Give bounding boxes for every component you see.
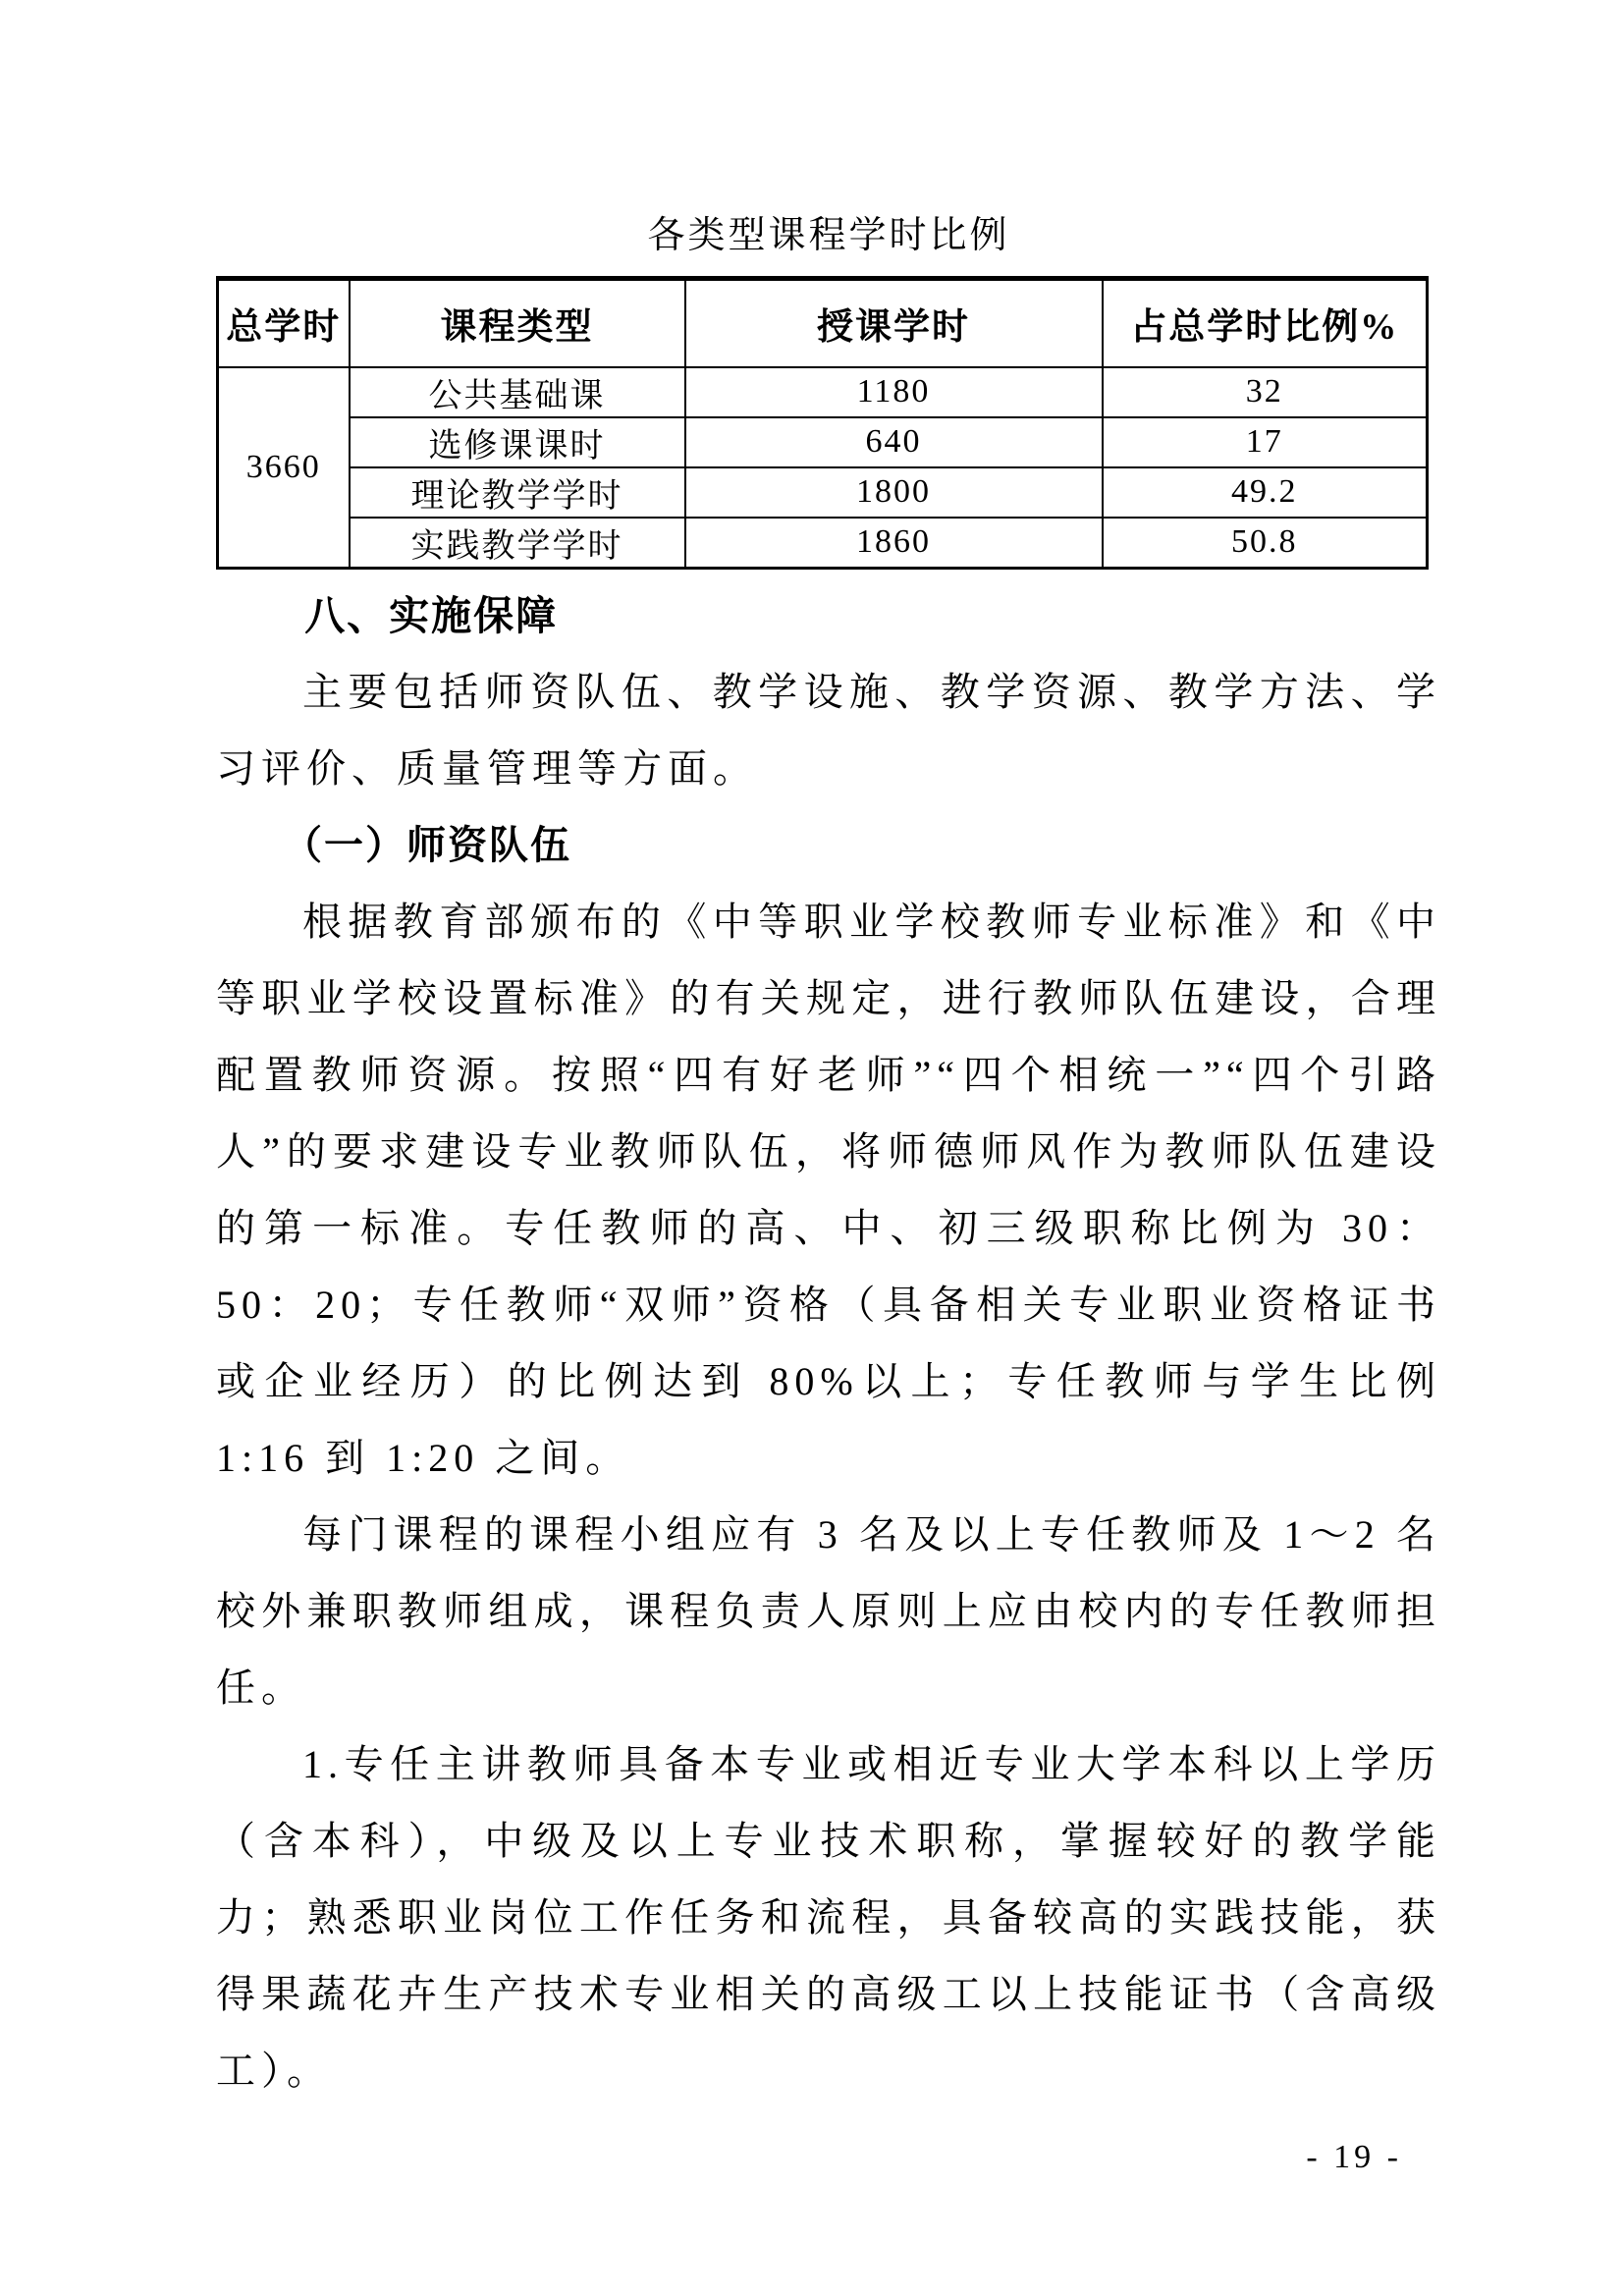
section-heading-implementation-guarantee: 八、实施保障: [304, 592, 559, 638]
table-row: [218, 467, 1428, 518]
course-type-cell: 实践教学学时: [350, 518, 685, 569]
header-cell-teaching-hours: 授课学时: [685, 279, 1103, 367]
header-cell-percent: 占总学时比例%: [1103, 279, 1428, 367]
table-row: [218, 518, 1428, 569]
percent-cell: 17: [1103, 417, 1428, 467]
header-cell-course-type: 课程类型: [350, 279, 685, 367]
percent-cell: 50.8: [1103, 518, 1428, 569]
course-type-cell: 公共基础课: [350, 367, 685, 417]
page-number: - 19 -: [1306, 2139, 1402, 2175]
table-header-row: [218, 279, 1428, 367]
hours-cell: 1800: [685, 467, 1103, 518]
paragraph-course-group: 每门课程的课程小组应有 3 名及以上专任教师及 1～2 名校外兼职教师组成，课程负责人原则上应由校内的专任教师担任。: [216, 1511, 1441, 1710]
subsection-heading-teaching-staff: （一）师资队伍: [283, 822, 571, 867]
course-type-cell: 理论教学学时: [350, 467, 685, 518]
course-type-cell: 选修课课时: [350, 417, 685, 467]
course-hours-table: [216, 276, 1429, 570]
paragraph-overview: 主要包括师资队伍、教学设施、教学资源、教学方法、学习评价、质量管理等方面。: [216, 669, 1441, 791]
percent-cell: 49.2: [1103, 467, 1428, 518]
hours-cell: 640: [685, 417, 1103, 467]
paragraph-lecturer-requirements: 1.专任主讲教师具备本专业或相近专业大学本科以上学历（含本科），中级及以上专业技术职称，掌握较好的教学能力；熟悉职业岗位工作任务和流程，具备较高的实践技能，获得果蔬花卉生产技术专业相关的高级工以上技能证书（含高级工）。: [216, 1741, 1441, 2093]
document-body: [216, 577, 1441, 2109]
table-row: [218, 417, 1428, 467]
table-row: [218, 367, 1428, 417]
percent-cell: 32: [1103, 367, 1428, 417]
total-hours-cell: 3660: [218, 367, 350, 569]
table-title: 各类型课程学时比例: [647, 215, 1010, 256]
paragraph-teacher-standards: 根据教育部颁布的《中等职业学校教师专业标准》和《中等职业学校设置标准》的有关规定，进行教师队伍建设，合理配置教师资源。按照“四有好老师”“四个相统一”“四个引路人”的要求建设专业教师队伍，将师德师风作为教师队伍建设的第一标准。专任教师的高、中、初三级职称比例为 30：50：20；专任教师“双师”资格（具备相关专业职业资格证书或企业经历）的比例达到 80%以上；专任教师与学生比例 1:16 到 1:20 之间。: [216, 899, 1441, 1480]
hours-cell: 1860: [685, 518, 1103, 569]
header-cell-total-hours: 总学时: [218, 279, 350, 367]
hours-cell: 1180: [685, 367, 1103, 417]
